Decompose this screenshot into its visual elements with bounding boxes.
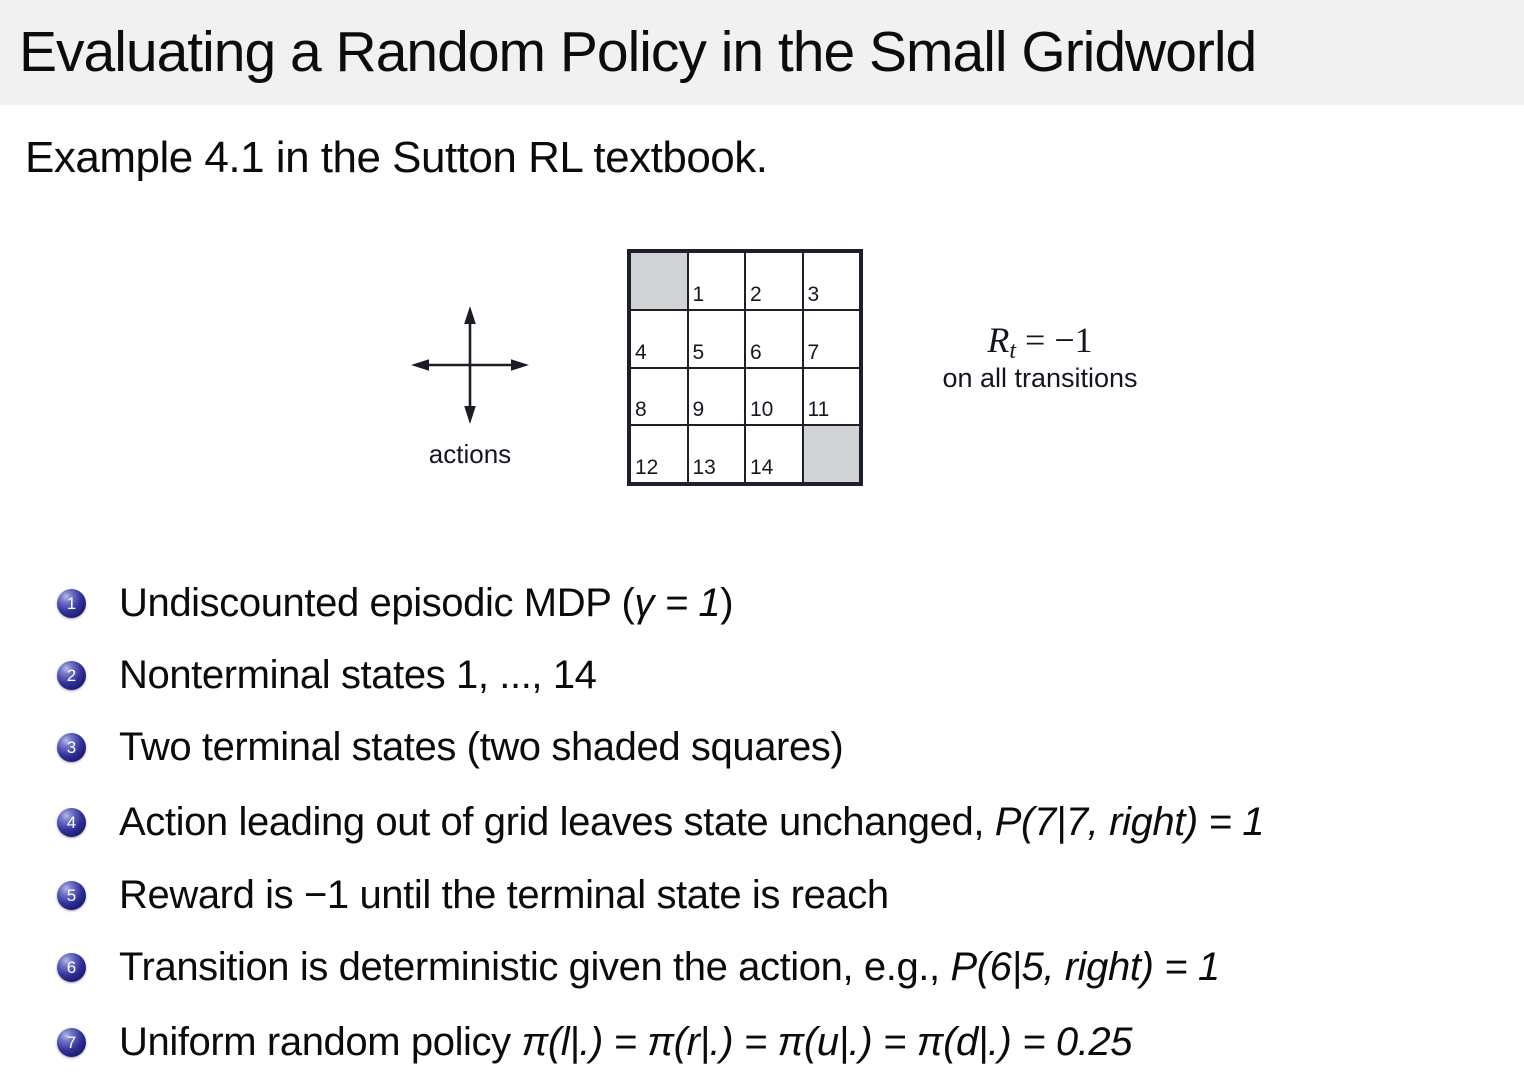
grid-cell: 11: [803, 368, 861, 426]
item-badge: 3: [57, 733, 86, 762]
item-text-pre: Two terminal states (two shaded squares): [119, 724, 844, 769]
item-badge: 6: [57, 953, 86, 982]
item-text-pre: Reward is −1 until the terminal state is reach: [119, 872, 889, 917]
item-text-pre: Uniform random policy: [119, 1019, 522, 1064]
item-text-pre: Action leading out of grid leaves state unchanged,: [119, 799, 995, 844]
item-text-math: P(7|7, right) = 1: [994, 799, 1265, 844]
grid-cell: [803, 425, 861, 483]
reward-rhs: = −1: [1016, 320, 1093, 360]
item-text: [119, 1020, 1132, 1065]
item-text-math: π(l|.) = π(r|.) = π(u|.) = π(d|.) = 0.25: [521, 1019, 1133, 1064]
grid-cell: 10: [745, 368, 803, 426]
item-text: [119, 800, 1264, 845]
reward-var: R: [987, 320, 1010, 360]
grid-cell: 2: [745, 252, 803, 310]
actions-cross-icon: [390, 293, 550, 443]
reward-annotation: [920, 320, 1160, 394]
item-badge: 5: [57, 881, 86, 910]
item-text: [119, 725, 843, 770]
item-text: [119, 653, 597, 698]
subtitle: Example 4.1 in the Sutton RL textbook.: [25, 133, 768, 182]
reward-formula: [920, 320, 1160, 364]
grid-cell: 9: [688, 368, 746, 426]
item-text-math: γ = 1: [634, 580, 721, 625]
item-text-post: ): [720, 580, 734, 625]
grid-cell: 3: [803, 252, 861, 310]
grid-cell: 4: [630, 310, 688, 368]
grid-cell: 8: [630, 368, 688, 426]
gridworld-grid: [627, 249, 863, 486]
item-text-pre: Undiscounted episodic MDP (: [119, 580, 635, 625]
title-bar: [0, 0, 1524, 105]
grid-cell: 7: [803, 310, 861, 368]
grid-cell: 1: [688, 252, 746, 310]
item-text-math: P(6|5, right) = 1: [950, 944, 1220, 989]
item-text-pre: Nonterminal states 1, ..., 14: [119, 652, 597, 697]
reward-sub: t: [1009, 338, 1017, 364]
grid-cell: 5: [688, 310, 746, 368]
item-badge: 2: [57, 661, 86, 690]
grid-cell: 13: [688, 425, 746, 483]
list-item: [0, 869, 1524, 921]
list-item: [0, 649, 1524, 701]
item-badge: 1: [57, 589, 86, 618]
item-text: [119, 945, 1220, 990]
grid-cell: 6: [745, 310, 803, 368]
grid-cell: [630, 252, 688, 310]
list-item: [0, 941, 1524, 993]
grid-cell: 14: [745, 425, 803, 483]
item-text-pre: Transition is deterministic given the action, e.g.,: [119, 944, 951, 989]
actions-label: actions: [428, 439, 512, 469]
item-badge: 7: [57, 1028, 86, 1057]
item-text: [119, 873, 889, 918]
grid-cell: 12: [630, 425, 688, 483]
list-item: [0, 721, 1524, 773]
list-item: [0, 577, 1524, 629]
item-badge: 4: [57, 808, 86, 837]
reward-caption: on all transitions: [942, 363, 1138, 393]
item-text: [119, 581, 733, 626]
slide-title: Evaluating a Random Policy in the Small Gridworld: [19, 20, 1257, 84]
list-item: [0, 796, 1524, 848]
list-item: [0, 1016, 1524, 1068]
